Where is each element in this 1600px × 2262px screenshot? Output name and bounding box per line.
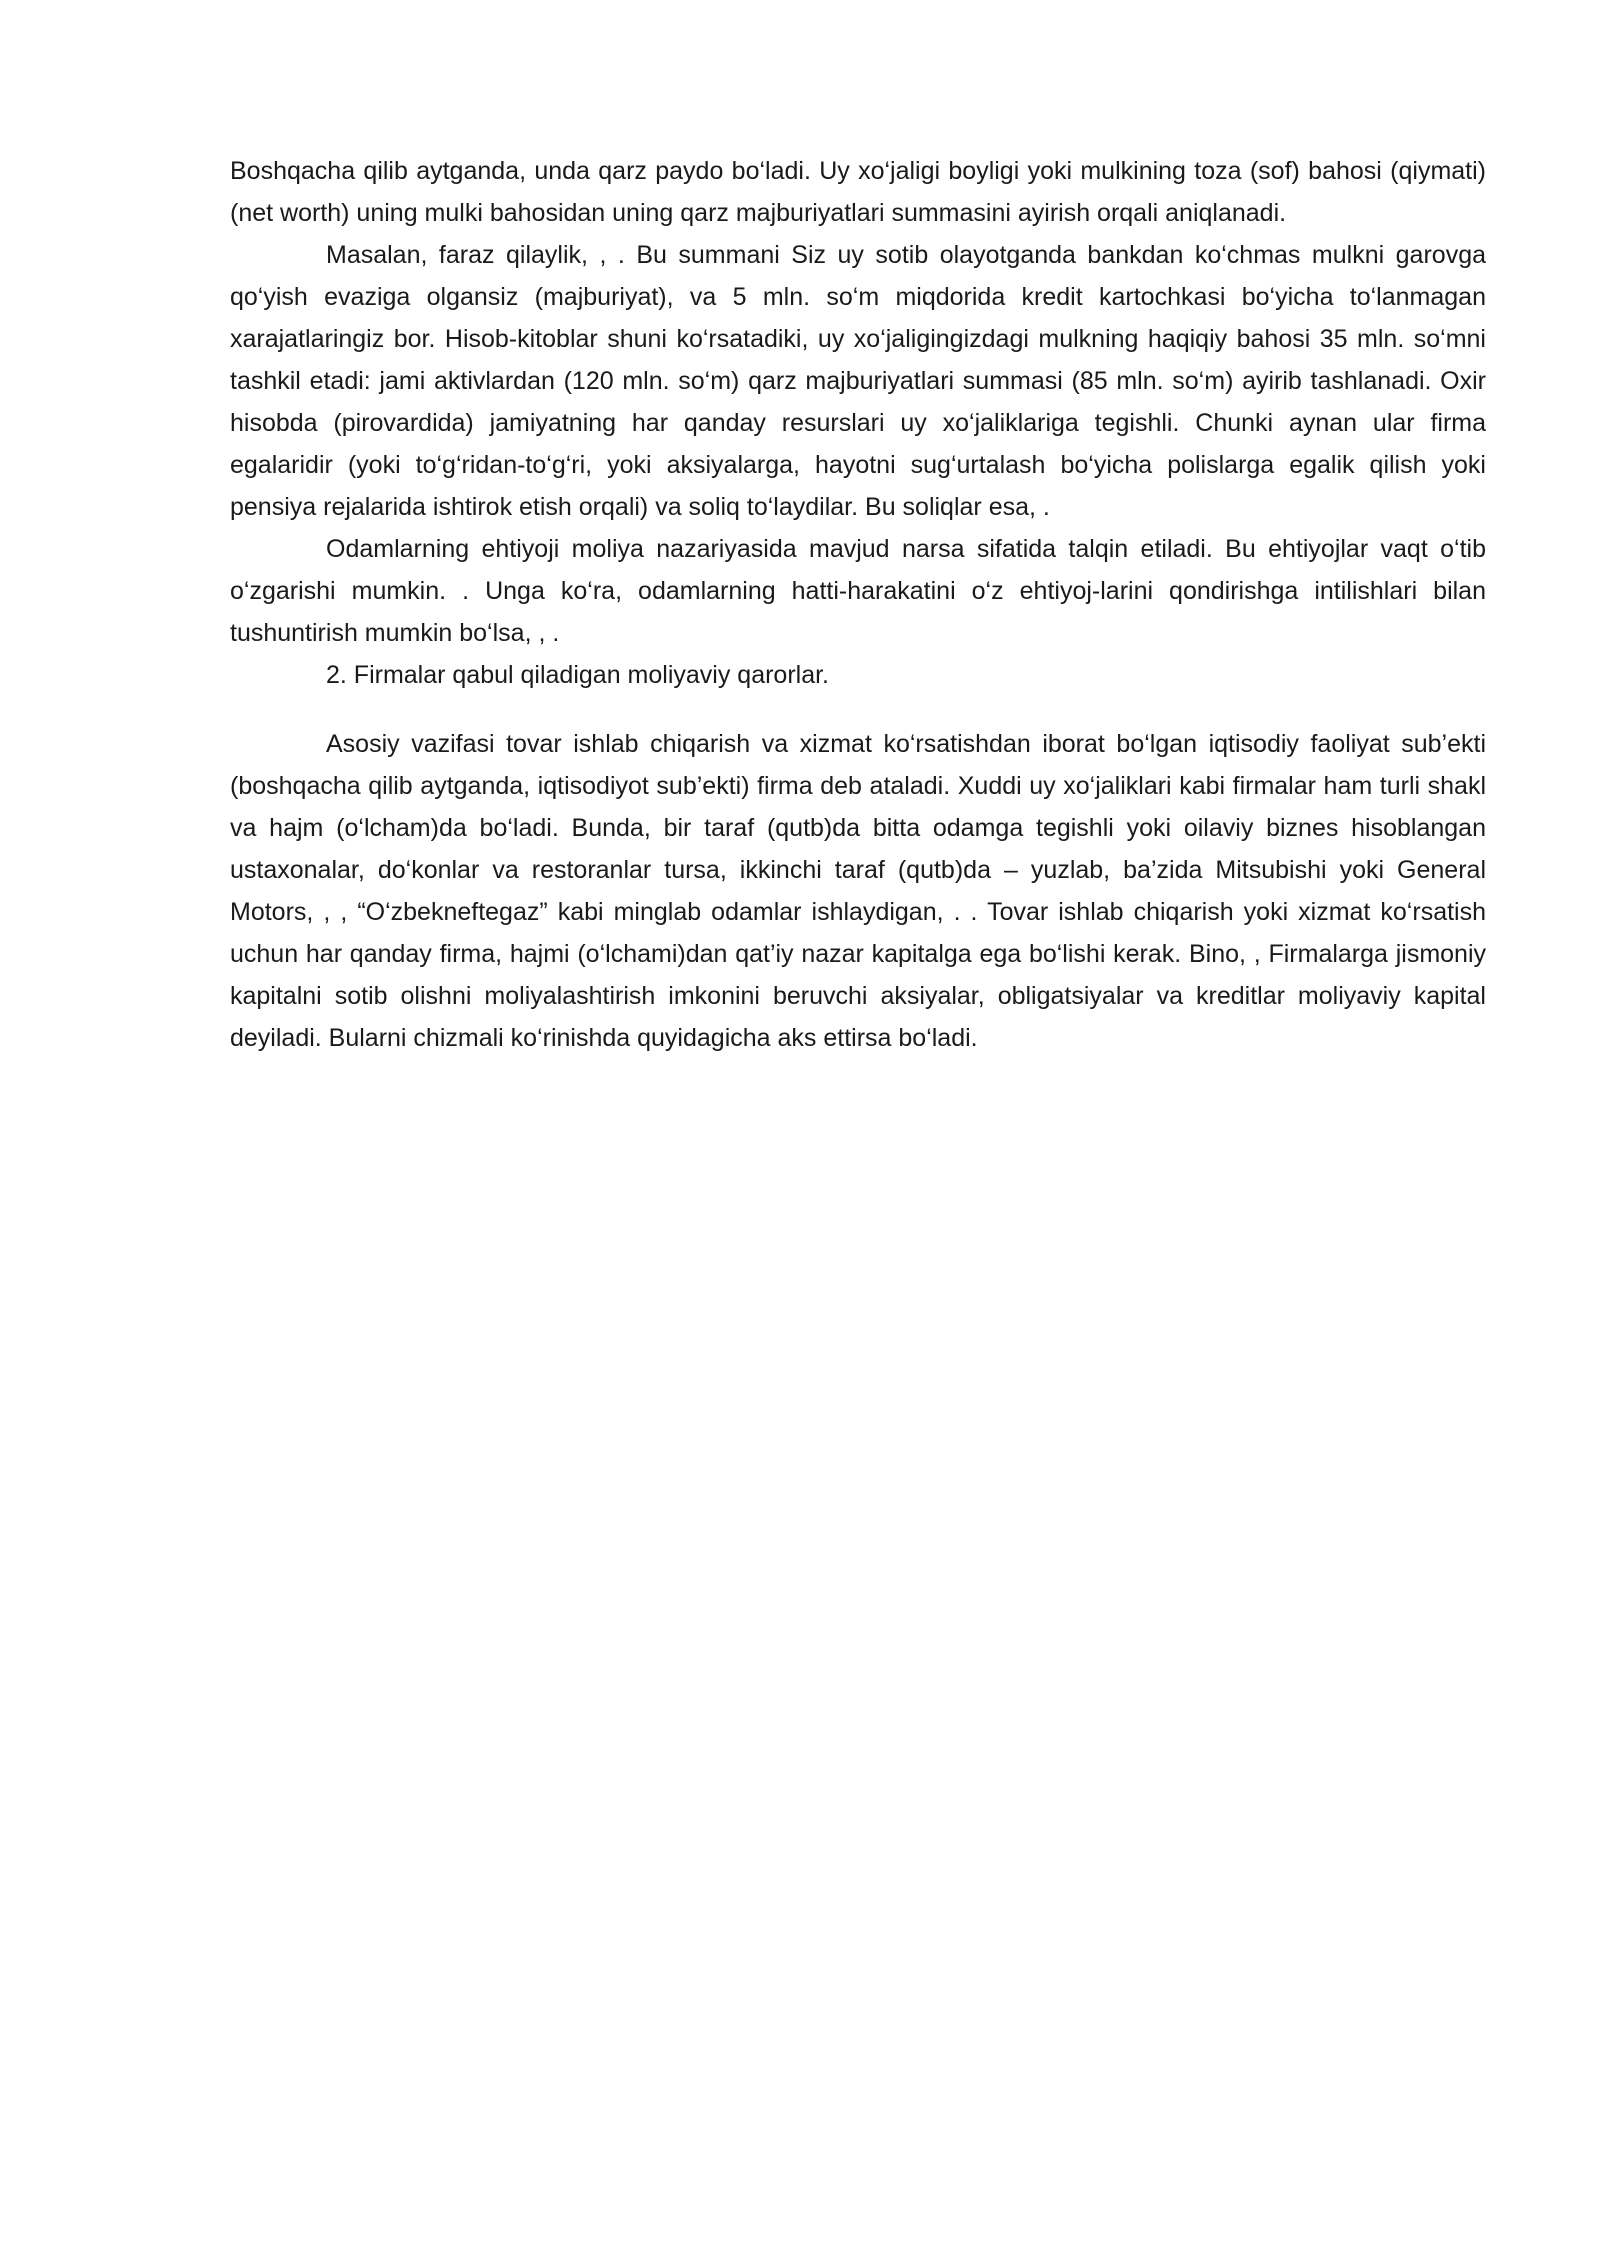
paragraph-needs: Odamlarning ehtiyoji moliya nazariyasida mavjud narsa sifatida talqin etiladi. Bu ehtiyojlar vaqt o‘tib o‘zgarishi mumkin. . Unga ko‘ra, odamlarning hatti-harakatini o‘z ehtiyoj-larini qondirishga intilishlari bilan tushuntirish mumkin bo‘lsa, , .: [230, 535, 1486, 647]
paragraph-example: Masalan, faraz qilaylik, , . Bu summani Siz uy sotib olayotganda bankdan ko‘chmas mulkni garovga qo‘yish evaziga olgansiz (majburiyat), va 5 mln. so‘m miqdorida kredit kartochkasi bo‘yicha to‘lanmagan xarajatlaringiz bor. Hisob-kitoblar shuni ko‘rsatadiki, uy xo‘jaligingizdagi mulkning haqiqiy bahosi 35 mln. so‘mni tashkil etadi: jami aktivlardan (120 mln. so‘m) qarz majburiyatlari summasi (85 mln. so‘m) ayirib tashlanadi. Oxir hisobda (pirovardida) jamiyatning har qanday resurslari uy xo‘jaliklariga tegishli. Chunki aynan ular firma egalaridir (yoki to‘g‘ridan-to‘g‘ri, yoki aksiyalarga, hayotni sug‘urtalash bo‘yicha polislarga egalik qilish yoki pensiya rejalarida ishtirok etish orqali) va soliq to‘laydilar. Bu soliqlar esa, .: [230, 241, 1486, 521]
document-body: [230, 150, 1486, 1059]
paragraph-net-worth: Boshqacha qilib aytganda, unda qarz paydo bo‘ladi. Uy xo‘jaligi boyligi yoki mulkining toza (sof) bahosi (qiymati) (net worth) uning mulki bahosidan uning qarz majburiyatlari summasini ayirish orqali aniqlanadi.: [230, 157, 1486, 227]
paragraph-firms: Asosiy vazifasi tovar ishlab chiqarish va xizmat ko‘rsatishdan iborat bo‘lgan iqtisodiy faoliyat sub’ekti (boshqacha qilib aytganda, iqtisodiyot sub’ekti) firma deb ataladi. Xuddi uy xo‘jaliklari kabi firmalar ham turli shakl va hajm (o‘lcham)da bo‘ladi. Bunda, bir taraf (qutb)da bitta odamga tegishli yoki oilaviy biznes hisoblangan ustaxonalar, do‘konlar va restoranlar tursa, ikkinchi taraf (qutb)da – yuzlab, ba’zida Mitsubishi yoki General Motors, , , “O‘zbekneftegaz” kabi minglab odamlar ishlaydigan, . . Tovar ishlab chiqarish yoki xizmat ko‘rsatish uchun har qanday firma, hajmi (o‘lchami)dan qat’iy nazar kapitalga ega bo‘lishi kerak. Bino, , Firmalarga jismoniy kapitalni sotib olishni moliyalashtirish imkonini beruvchi aksiyalar, obligatsiyalar va kreditlar moliyaviy kapital deyiladi. Bularni chizmali ko‘rinishda quyidagicha aks ettirsa bo‘ladi.: [230, 730, 1486, 1052]
section-heading: 2. Firmalar qabul qiladigan moliyaviy qarorlar.: [326, 661, 830, 689]
